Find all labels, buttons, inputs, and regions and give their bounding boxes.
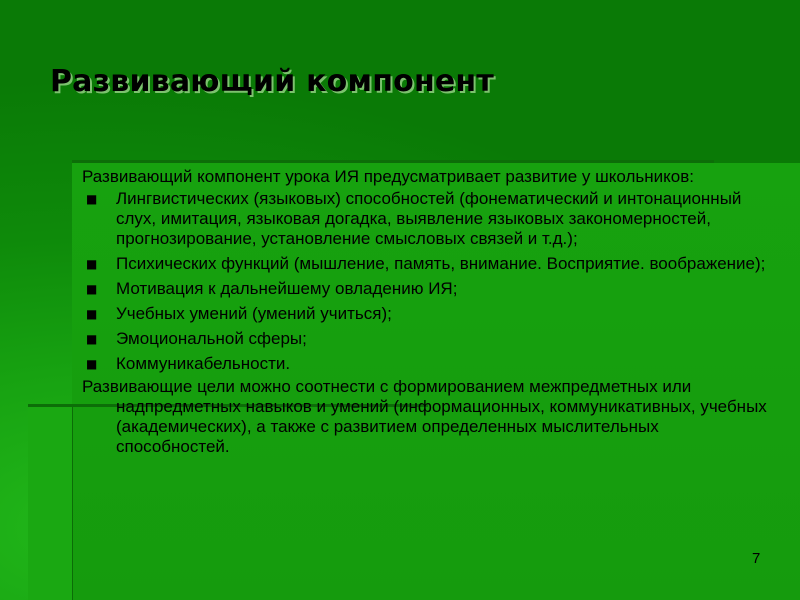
list-item [82, 254, 768, 274]
list-item [82, 329, 768, 349]
list-item-text: Эмоциональной сферы; [116, 329, 307, 348]
square-bullet-icon: ■ [86, 192, 98, 206]
slide-body [82, 167, 768, 459]
square-bullet-icon: ■ [86, 307, 98, 321]
square-bullet-icon: ■ [86, 357, 98, 371]
list-item [82, 354, 768, 374]
list-item [82, 189, 768, 249]
intro-paragraph: Развивающий компонент урока ИЯ предусматривает развитие у школьников: [82, 167, 694, 186]
list-item-text: Мотивация к дальнейшему овладению ИЯ; [116, 279, 458, 298]
square-bullet-icon: ■ [86, 332, 98, 346]
bullet-list [82, 189, 768, 374]
square-bullet-icon: ■ [86, 257, 98, 271]
decorative-block-left [28, 406, 73, 600]
page-number: 7 [752, 550, 761, 567]
list-item-text: Коммуникабельности. [116, 354, 291, 373]
list-item [82, 304, 768, 324]
list-item-text: Учебных умений (умений учиться); [116, 304, 392, 323]
slide-title: Развивающий компонент [50, 64, 494, 99]
list-item-text: Лингвистических (языковых) способностей (фонематический и интонационный слух, имитация, языковая догадка, выявление языковых закономерностей, прогнозирование, установление смысловых связей и т.д.); [116, 189, 742, 248]
square-bullet-icon: ■ [86, 282, 98, 296]
conclusion-paragraph: Развивающие цели можно соотнести с формированием межпредметных или надпредметных навыков и умений (информационных, коммуникативных, учебных (академических), а также с развитием определенных мыслительных способностей. [82, 377, 767, 456]
list-item-text: Психических функций (мышление, память, внимание. Восприятие. воображение); [116, 254, 766, 273]
list-item [82, 279, 768, 299]
